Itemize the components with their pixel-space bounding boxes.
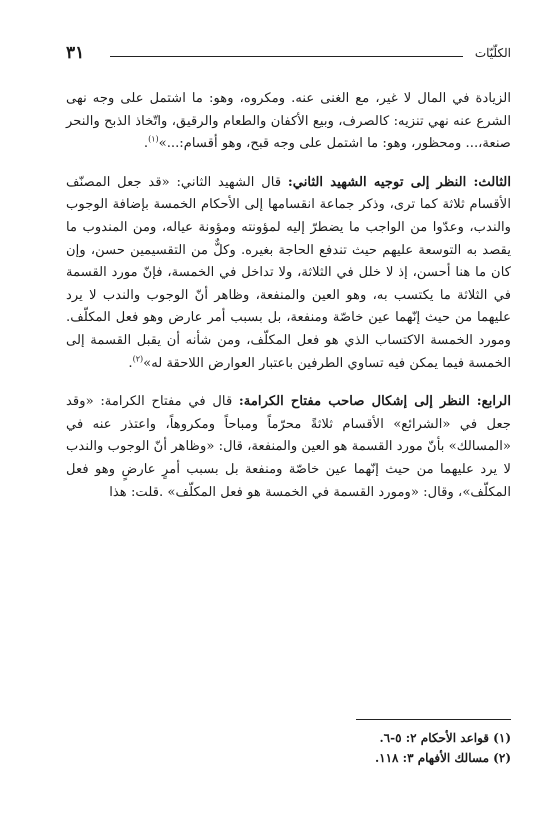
- footnote-rule: [356, 719, 511, 720]
- paragraph-text: قال في مفتاح الكرامة: «وقد جعل في «الشرائع» الأقسام ثلاثةً محرّماً ومباحاً ومكروهاً، واعتذر عنه في «المسالك» بأنّ مورد القسمة هو العين والمنفعة، قال: «وظاهر أنّ الوجوب والندب لا يرد عليهما من حيث إنّهما عين خاصّة ومنفعة بل بسبب أمرٍ عارضٍ وهو فعل المكلّف»، وقال: «ومورد القسمة في الخمسة هو فعل المكلّف» .قلت: هذا: [66, 394, 511, 500]
- paragraph-2: الثالث: النظر إلى توجيه الشهيد الثاني: قال الشهيد الثاني: «قد جعل المصنّف الأقسام ثلاثة كما ترى، وذكر جماعة انقسامها إلى الأحكام الخمسة بإضافة الوجوب والندب، وعدّوا من الواجب ما يضطرّ إليه لمؤونته ومؤونة عياله، ومن المندوب ما يقصد به التوسعة عليهم حيث تندفع الحاجة بغيره. وكلٌّ من التقسيمين حسن، وإن كان ما هنا أحسن، إذ لا خلل في الثلاثة، ولا تداخل في الخمسة، فإنّ مورد القسمة في الثلاثة ما يكتسب به، وهو العين والمنفعة، وظاهر أنّ الوجوب والندب لا يرد عليهما من حيث إنّهما عين خاصّة ومنفعة، بل بسبب أمر عارض وهو فعل المكلّف. ومورد الخمسة الاكتساب الذي هو فعل المكلّف، ومن شأنه أن يقبل القسمة إلى الخمسة فيما يمكن فيه تساوي الطرفين باعتبار العوارض اللاحقة له»$^{(٢)}$.: [66, 174, 511, 371]
- paragraph-text: الزيادة في المال لا غير، مع الغنى عنه. ومكروه، وهو: ما اشتمل على وجه نهى الشرع عنه نهي تنزيه: كالصرف، وبيع الأكفان والطعام والرقيق، واتّخاذ الذبح والنحر صنعة،... ومحظور، وهو: ما اشتمل على وجه قبح، وهو أقسام:...»: [66, 91, 511, 152]
- footnote-ref: (١): [148, 134, 159, 144]
- footnote-2: (٢) مسالك الأفهام ٣: ١١٨.: [374, 751, 511, 765]
- header-rule: [110, 56, 463, 57]
- footnote-1: (١) قواعد الأحكام ٢: ٥-٦.: [379, 731, 511, 745]
- paragraph-3: [66, 391, 511, 504]
- section-heading: الرابع: النظر إلى إشكال صاحب مفتاح الكرامة:: [238, 394, 511, 410]
- main-text: [66, 88, 511, 504]
- paragraph-1: الزيادة في المال لا غير، مع الغنى عنه. ومكروه، وهو: ما اشتمل على وجه نهى الشرع عنه نهي تنزيه: كالصرف، وبيع الأكفان والطعام والرقيق، واتّخاذ الذبح والنحر صنعة،... ومحظور، وهو: ما اشتمل على وجه قبح، وهو أقسام:...»$^{(١)}$.: [66, 91, 511, 152]
- footnote-ref: (٢): [132, 354, 144, 364]
- footnotes: [200, 728, 511, 768]
- running-title: الكلّيّات: [474, 46, 511, 60]
- page-header: [66, 43, 511, 67]
- section-heading: الثالث: النظر إلى توجيه الشهيد الثاني:: [287, 174, 511, 190]
- paragraph-text: قال الشهيد الثاني: «قد جعل المصنّف الأقسام ثلاثة كما ترى، وذكر جماعة انقسامها إلى الأحكام الخمسة بإضافة الوجوب والندب، وعدّوا من الواجب ما يضطرّ إليه لمؤونته ومؤونة عياله، ومن المندوب ما يقصد به التوسعة عليهم حيث تندفع الحاجة بغيره. وكلٌّ من التقسيمين حسن، وإن كان ما هنا أحسن، إذ لا خلل في الثلاثة، ولا تداخل في الخمسة، فإنّ مورد القسمة في الثلاثة ما يكتسب به، وهو العين والمنفعة، وظاهر أنّ الوجوب والندب لا يرد عليهما من حيث إنّهما عين خاصّة ومنفعة، بل بسبب أمر عارض وهو فعل المكلّف. ومورد الخمسة الاكتساب الذي هو فعل المكلّف، ومن شأنه أن يقبل القسمة إلى الخمسة فيما يمكن فيه تساوي الطرفين باعتبار العوارض اللاحقة له»: [66, 174, 511, 371]
- page-number: ٣١: [66, 43, 85, 63]
